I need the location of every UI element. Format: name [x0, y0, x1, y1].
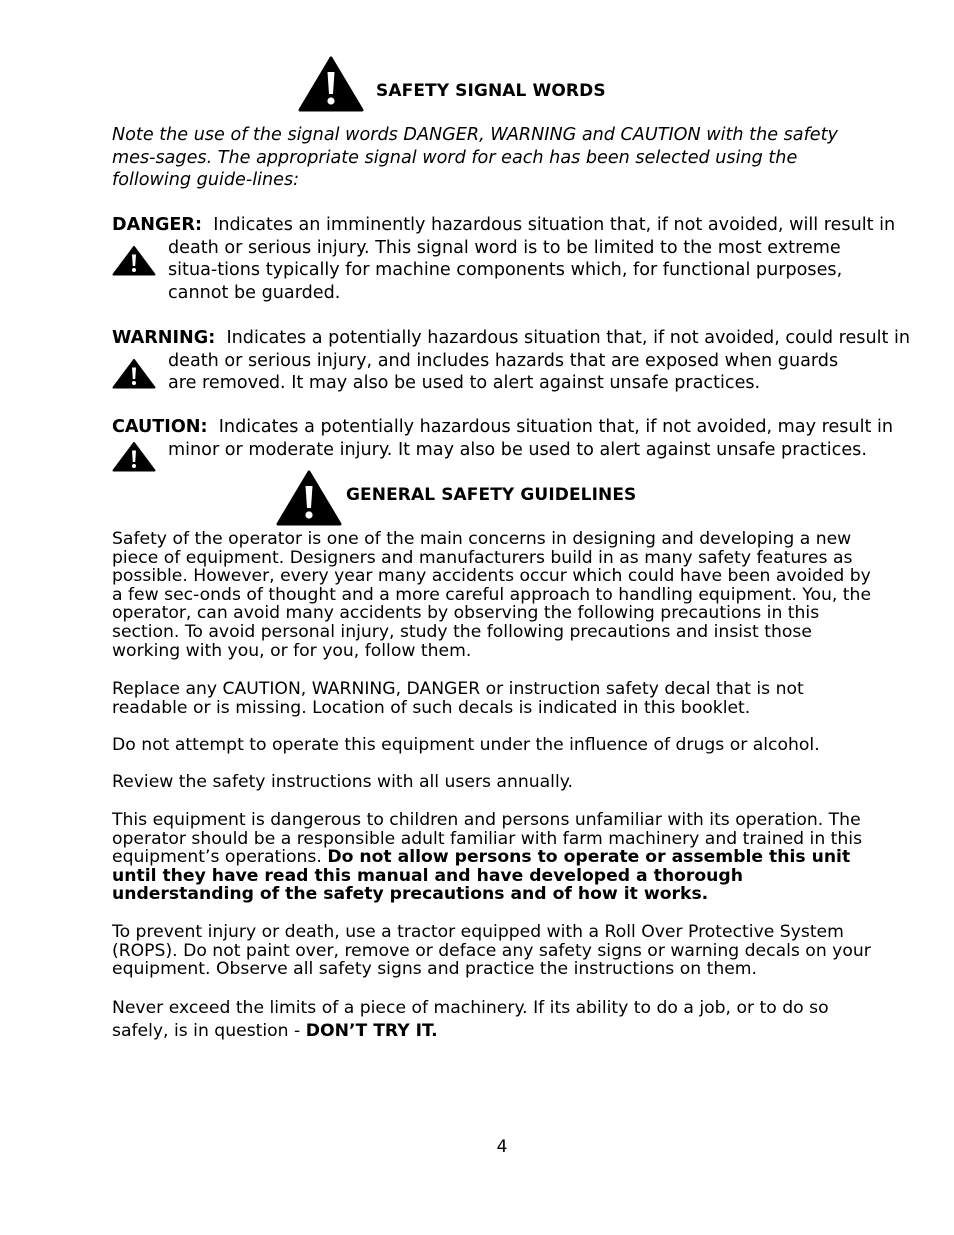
warning-label: WARNING: [112, 328, 216, 348]
general-paragraph-2: Replace any CAUTION, WARNING, DANGER or instruction safety decal that is not readable or is missing. Location of such decals is indicated in this booklet. [112, 679, 804, 718]
general-paragraph-7-bold: DON’T TRY IT. [305, 1021, 438, 1041]
caution-block [112, 416, 894, 461]
warning-triangle-icon [276, 470, 342, 526]
danger-label: DANGER: [112, 215, 202, 235]
caution-text-rest: minor or moderate injury. It may also be used to alert against unsafe practices. [168, 439, 867, 460]
signal-words-heading-row [298, 56, 606, 112]
general-guidelines-heading: GENERAL SAFETY GUIDELINES [346, 485, 637, 505]
danger-text-first: Indicates an imminently hazardous situation that, if not avoided, will result in [213, 215, 896, 235]
general-guidelines-heading-row [276, 470, 636, 526]
warning-triangle-icon [112, 246, 156, 283]
general-paragraph-7 [112, 997, 872, 1043]
warning-triangle-icon [112, 359, 156, 396]
signal-words-heading: SAFETY SIGNAL WORDS [376, 81, 606, 101]
warning-text-rest: death or serious injury, and includes hazards that are exposed when guards are removed. It may also be used to alert against unsafe practices. [168, 350, 839, 393]
warning-triangle-icon [298, 56, 364, 112]
warning-triangle-icon [112, 442, 156, 479]
caution-label: CAUTION: [112, 417, 208, 437]
general-paragraph-4: Review the safety instructions with all users annually. [112, 772, 573, 792]
page-number: 4 [496, 1137, 508, 1157]
general-paragraph-3: Do not attempt to operate this equipment under the influence of drugs or alcohol. [112, 735, 820, 755]
general-paragraph-6: To prevent injury or death, use a tractor equipped with a Roll Over Protective System (ROPS). Do not paint over, remove or deface any safety signs or warning decals on your equipment. Observe all safety signs and practice the instructions on them. [112, 922, 871, 980]
caution-text-first: Indicates a potentially hazardous situation that, if not avoided, may result in [218, 417, 894, 437]
warning-block [112, 327, 911, 395]
general-paragraph-1: Safety of the operator is one of the main concerns in designing and developing a new piece of equipment. Designers and manufacturers build in as many safety features as possible. However, every year many accidents occur which could have been avoided by a few sec-onds of thought and a more careful approach to handling equipment. You, the operator, can avoid many accidents by observing the following precautions in this section. To avoid personal injury, study the following precautions and insist those working with you, or for you, follow them. [112, 529, 872, 661]
signal-words-intro: Note the use of the signal words DANGER, WARNING and CAUTION with the safety mes-sages. The appropriate signal word for each has been selected using the following guide-lines: [112, 125, 838, 190]
general-paragraph-5-normal: This equipment is dangerous to children and persons unfamiliar with its operation. The operator should be a responsible adult familiar with farm machinery and trained in this equipment’s operations. [112, 810, 863, 868]
general-paragraph-5-bold: Do not allow persons to operate or assemble this unit until they have read this manual and have developed a thorough understanding of the safety precautions and of how it works. [112, 847, 851, 905]
general-paragraph-5 [112, 811, 872, 904]
danger-block [112, 214, 896, 304]
danger-text-rest: death or serious injury. This signal word is to be limited to the most extreme situa-tions typically for machine components which, for functional purposes, cannot be guarded. [168, 237, 843, 303]
warning-text-first: Indicates a potentially hazardous situation that, if not avoided, could result in [226, 328, 911, 348]
general-paragraph-7-normal: Never exceed the limits of a piece of machinery. If its ability to do a job, or to do so safely, is in question - [112, 998, 829, 1041]
